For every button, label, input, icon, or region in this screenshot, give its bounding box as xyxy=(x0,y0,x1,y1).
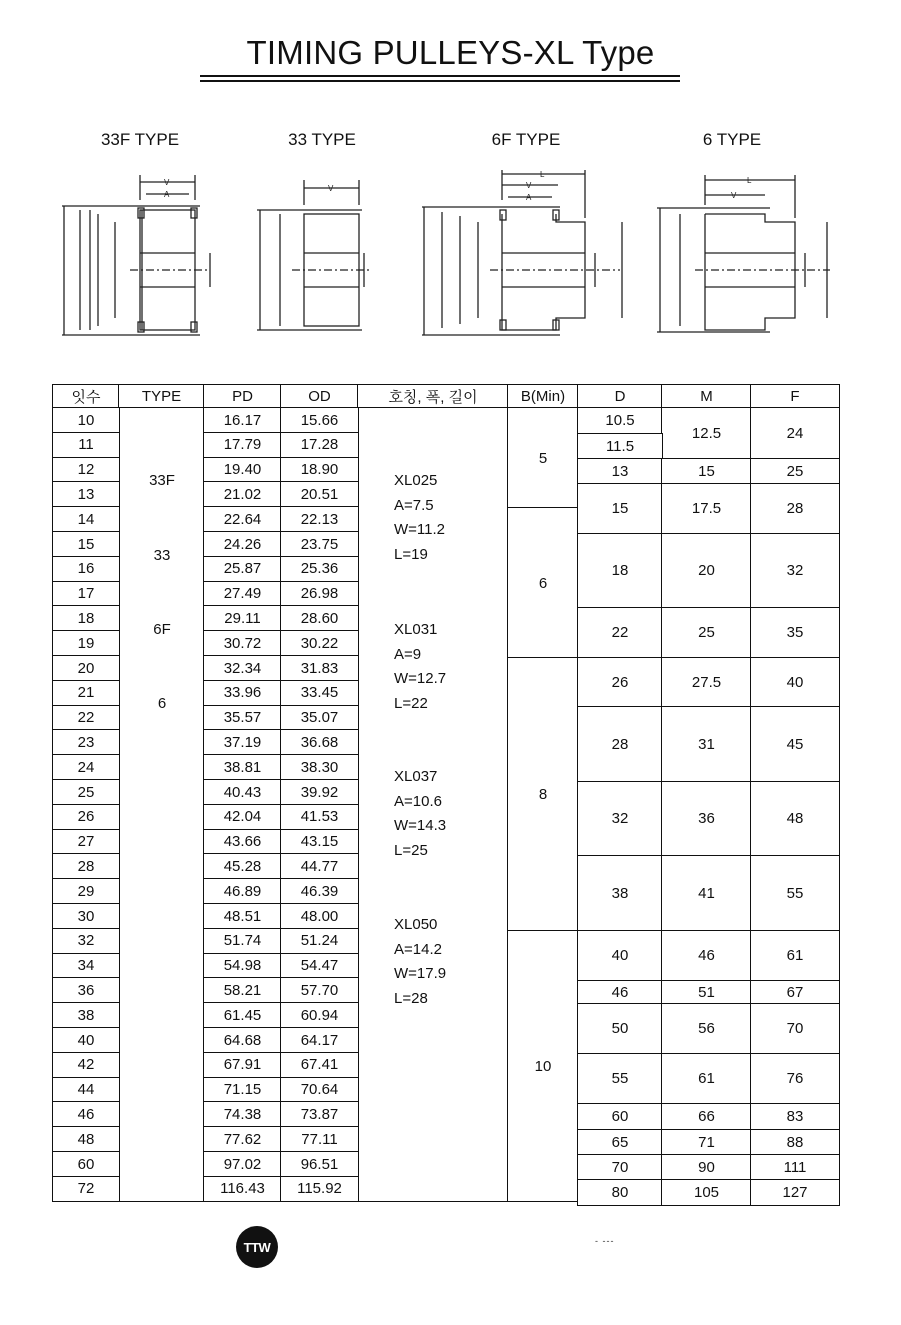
spec-l: L=19 xyxy=(394,545,428,563)
diagram-label-33f: 33F TYPE xyxy=(100,130,180,149)
table-cell-m: 61 xyxy=(661,1053,752,1105)
diagram-6f xyxy=(420,170,640,345)
table-cell-od: 41.53 xyxy=(280,804,359,830)
table-cell-od: 115.92 xyxy=(280,1176,359,1202)
table-cell-teeth: 40 xyxy=(52,1027,120,1053)
spec-l: L=28 xyxy=(394,989,428,1007)
table-cell-f: 28 xyxy=(750,483,840,535)
table-cell-teeth: 32 xyxy=(52,928,120,954)
table-cell-m: 25 xyxy=(661,607,752,659)
dim-v: V xyxy=(731,191,737,200)
table-cell-teeth: 48 xyxy=(52,1126,120,1152)
spec-a: A=14.2 xyxy=(394,940,442,958)
footer-mark: - --- xyxy=(595,1236,615,1246)
dim-a: A xyxy=(526,193,532,202)
table-cell-od: 20.51 xyxy=(280,481,359,507)
table-cell-teeth: 17 xyxy=(52,581,120,607)
table-cell-m: 105 xyxy=(661,1179,752,1206)
table-cell-od: 17.28 xyxy=(280,432,359,458)
type-label: 33 xyxy=(153,547,171,564)
table-cell-teeth: 60 xyxy=(52,1151,120,1177)
diagram-label-6: 6 TYPE xyxy=(702,130,762,149)
table-cell-teeth: 34 xyxy=(52,953,120,979)
table-cell-pd: 48.51 xyxy=(203,903,282,929)
table-cell-od: 38.30 xyxy=(280,754,359,780)
table-cell-m: 36 xyxy=(661,781,752,857)
diagram-6 xyxy=(655,170,845,345)
table-cell-f: 32 xyxy=(750,533,840,609)
table-cell-teeth: 21 xyxy=(52,680,120,706)
table-cell-teeth: 44 xyxy=(52,1077,120,1103)
table-cell-od: 23.75 xyxy=(280,531,359,557)
table-cell-pd: 30.72 xyxy=(203,630,282,656)
table-cell-f: 24 xyxy=(750,407,840,460)
table-cell-f: 70 xyxy=(750,1003,840,1055)
table-cell-teeth: 23 xyxy=(52,729,120,755)
header-pd: PD xyxy=(203,384,282,409)
diagram-label-6f: 6F TYPE xyxy=(491,130,561,149)
table-cell-pd: 43.66 xyxy=(203,829,282,855)
table-cell-od: 46.39 xyxy=(280,878,359,904)
bmin-cell: 10 xyxy=(507,930,579,1202)
table-cell-od: 70.64 xyxy=(280,1077,359,1103)
table-cell-teeth: 11 xyxy=(52,432,120,458)
ttw-logo: TTW xyxy=(236,1226,278,1268)
table-cell-pd: 40.43 xyxy=(203,779,282,805)
table-cell-pd: 51.74 xyxy=(203,928,282,954)
bmin-cell: 5 xyxy=(507,407,579,509)
table-cell-pd: 24.26 xyxy=(203,531,282,557)
table-cell-d: 40 xyxy=(577,930,663,982)
table-cell-teeth: 30 xyxy=(52,903,120,929)
table-cell-m: 71 xyxy=(661,1129,752,1156)
title-underline xyxy=(200,75,680,77)
table-cell-pd: 42.04 xyxy=(203,804,282,830)
table-cell-teeth: 72 xyxy=(52,1176,120,1202)
table-cell-od: 73.87 xyxy=(280,1101,359,1127)
table-cell-m: 12.5 xyxy=(661,407,752,460)
header-m: M xyxy=(661,384,752,409)
table-cell-pd: 116.43 xyxy=(203,1176,282,1202)
header-type: TYPE xyxy=(118,384,205,409)
spec-a: A=7.5 xyxy=(394,496,434,514)
spec-name: XL037 xyxy=(394,768,438,785)
table-cell-f: 76 xyxy=(750,1053,840,1105)
table-cell-od: 22.13 xyxy=(280,506,359,532)
spec-name: XL025 xyxy=(394,472,438,489)
table-cell-m: 31 xyxy=(661,706,752,783)
table-cell-pd: 22.64 xyxy=(203,506,282,532)
bmin-cell: 6 xyxy=(507,507,579,659)
table-cell-pd: 38.81 xyxy=(203,754,282,780)
table-cell-d: 50 xyxy=(577,1003,663,1055)
table-cell-pd: 46.89 xyxy=(203,878,282,904)
table-cell-d: 15 xyxy=(577,483,663,535)
spec-w: W=17.9 xyxy=(394,965,447,982)
table-cell-f: 83 xyxy=(750,1103,840,1131)
table-cell-f: 55 xyxy=(750,855,840,932)
table-cell-pd: 35.57 xyxy=(203,705,282,731)
table-cell-od: 96.51 xyxy=(280,1151,359,1177)
table-cell-d: 13 xyxy=(577,458,663,485)
spec-group-xl050 xyxy=(394,913,446,1011)
table-cell-pd: 64.68 xyxy=(203,1027,282,1053)
table-cell-pd: 21.02 xyxy=(203,481,282,507)
table-cell-f: 48 xyxy=(750,781,840,857)
table-cell-m: 46 xyxy=(661,930,752,982)
table-cell-pd: 33.96 xyxy=(203,680,282,706)
table-cell-od: 54.47 xyxy=(280,953,359,979)
table-cell-f: 45 xyxy=(750,706,840,783)
dim-v: V xyxy=(328,184,334,193)
table-cell-pd: 77.62 xyxy=(203,1126,282,1152)
dim-v: V xyxy=(164,178,170,187)
spec-name: XL050 xyxy=(394,916,438,933)
table-cell-f: 40 xyxy=(750,657,840,708)
table-cell-m: 15 xyxy=(661,458,752,485)
dim-l: L xyxy=(747,176,752,185)
diagram-33 xyxy=(252,170,382,345)
table-cell-od: 44.77 xyxy=(280,853,359,879)
spec-group-xl037 xyxy=(394,765,446,863)
table-cell-pd: 97.02 xyxy=(203,1151,282,1177)
spec-w: W=11.2 xyxy=(394,521,445,538)
table-cell-pd: 67.91 xyxy=(203,1052,282,1078)
diagram-label-33: 33 TYPE xyxy=(288,130,356,149)
table-cell-d: 10.5 xyxy=(577,407,663,435)
spec-name: XL031 xyxy=(394,621,438,638)
table-cell-od: 25.36 xyxy=(280,556,359,582)
table-cell-pd: 19.40 xyxy=(203,457,282,483)
table-cell-pd: 45.28 xyxy=(203,853,282,879)
spec-l: L=25 xyxy=(394,841,428,859)
table-cell-od: 43.15 xyxy=(280,829,359,855)
table-cell-pd: 37.19 xyxy=(203,729,282,755)
table-cell-teeth: 28 xyxy=(52,853,120,879)
table-cell-d: 80 xyxy=(577,1179,663,1206)
table-cell-teeth: 10 xyxy=(52,407,120,433)
header-d: D xyxy=(577,384,663,409)
spec-w: W=14.3 xyxy=(394,817,447,834)
table-cell-f: 127 xyxy=(750,1179,840,1206)
table-cell-od: 60.94 xyxy=(280,1002,359,1028)
table-cell-pd: 54.98 xyxy=(203,953,282,979)
table-cell-d: 65 xyxy=(577,1129,663,1156)
table-cell-m: 90 xyxy=(661,1154,752,1181)
table-cell-f: 111 xyxy=(750,1154,840,1181)
table-cell-pd: 58.21 xyxy=(203,977,282,1003)
table-cell-teeth: 27 xyxy=(52,829,120,855)
header-bmin: B(Min) xyxy=(507,384,579,409)
table-cell-teeth: 29 xyxy=(52,878,120,904)
table-cell-m: 66 xyxy=(661,1103,752,1131)
table-cell-teeth: 16 xyxy=(52,556,120,582)
table-cell-d: 60 xyxy=(577,1103,663,1131)
table-cell-m: 17.5 xyxy=(661,483,752,535)
table-cell-teeth: 36 xyxy=(52,977,120,1003)
table-cell-pd: 32.34 xyxy=(203,655,282,681)
header-od: OD xyxy=(280,384,359,409)
table-cell-pd: 25.87 xyxy=(203,556,282,582)
spec-group-xl031 xyxy=(394,618,446,716)
spec-a: A=10.6 xyxy=(394,792,442,810)
table-cell-d: 18 xyxy=(577,533,663,609)
table-cell-od: 39.92 xyxy=(280,779,359,805)
table-cell-teeth: 18 xyxy=(52,605,120,631)
table-cell-d: 38 xyxy=(577,855,663,932)
table-cell-pd: 74.38 xyxy=(203,1101,282,1127)
type-column xyxy=(118,407,205,1202)
table-cell-d: 70 xyxy=(577,1154,663,1181)
table-cell-d: 55 xyxy=(577,1053,663,1105)
table-cell-f: 35 xyxy=(750,607,840,659)
table-cell-teeth: 38 xyxy=(52,1002,120,1028)
table-cell-pd: 61.45 xyxy=(203,1002,282,1028)
table-cell-d: 22 xyxy=(577,607,663,659)
table-cell-od: 30.22 xyxy=(280,630,359,656)
diagram-33f xyxy=(60,170,230,345)
table-cell-od: 51.24 xyxy=(280,928,359,954)
spec-group-xl025 xyxy=(394,469,445,567)
table-cell-teeth: 24 xyxy=(52,754,120,780)
table-cell-teeth: 20 xyxy=(52,655,120,681)
table-cell-teeth: 26 xyxy=(52,804,120,830)
table-cell-d: 28 xyxy=(577,706,663,783)
table-cell-teeth: 25 xyxy=(52,779,120,805)
type-label: 33F xyxy=(149,472,175,489)
table-cell-od: 28.60 xyxy=(280,605,359,631)
table-cell-pd: 29.11 xyxy=(203,605,282,631)
table-cell-od: 36.68 xyxy=(280,729,359,755)
table-cell-f: 25 xyxy=(750,458,840,485)
table-cell-f: 67 xyxy=(750,980,840,1005)
type-label: 6 xyxy=(157,695,167,712)
bmin-cell: 8 xyxy=(507,657,579,932)
table-cell-od: 48.00 xyxy=(280,903,359,929)
title-underline-2 xyxy=(200,80,680,82)
table-cell-pd: 16.17 xyxy=(203,407,282,433)
table-cell-d: 11.5 xyxy=(577,433,663,460)
spec-l: L=22 xyxy=(394,694,428,712)
header-spec: 호칭, 폭, 길이 xyxy=(357,384,509,409)
spec-a: A=9 xyxy=(394,645,422,663)
table-cell-pd: 27.49 xyxy=(203,581,282,607)
table-cell-od: 77.11 xyxy=(280,1126,359,1152)
dim-v: V xyxy=(526,181,532,190)
table-cell-d: 26 xyxy=(577,657,663,708)
table-cell-f: 88 xyxy=(750,1129,840,1156)
table-cell-teeth: 46 xyxy=(52,1101,120,1127)
table-cell-od: 35.07 xyxy=(280,705,359,731)
spec-w: W=12.7 xyxy=(394,670,447,687)
table-cell-teeth: 42 xyxy=(52,1052,120,1078)
table-cell-od: 18.90 xyxy=(280,457,359,483)
table-cell-m: 27.5 xyxy=(661,657,752,708)
table-cell-od: 64.17 xyxy=(280,1027,359,1053)
table-cell-od: 33.45 xyxy=(280,680,359,706)
table-cell-f: 61 xyxy=(750,930,840,982)
dim-a: A xyxy=(164,190,170,199)
table-cell-d: 46 xyxy=(577,980,663,1005)
dim-l: L xyxy=(540,170,545,179)
type-label: 6F xyxy=(153,621,171,638)
table-cell-od: 15.66 xyxy=(280,407,359,433)
table-cell-pd: 17.79 xyxy=(203,432,282,458)
table-cell-teeth: 19 xyxy=(52,630,120,656)
table-cell-m: 56 xyxy=(661,1003,752,1055)
table-cell-od: 67.41 xyxy=(280,1052,359,1078)
table-cell-d: 32 xyxy=(577,781,663,857)
table-cell-m: 51 xyxy=(661,980,752,1005)
table-cell-teeth: 22 xyxy=(52,705,120,731)
table-cell-pd: 71.15 xyxy=(203,1077,282,1103)
header-f: F xyxy=(750,384,840,409)
page-title: TIMING PULLEYS-XL Type xyxy=(246,34,655,71)
header-teeth: 잇수 xyxy=(52,384,120,409)
table-cell-teeth: 14 xyxy=(52,506,120,532)
table-cell-teeth: 13 xyxy=(52,481,120,507)
table-cell-od: 26.98 xyxy=(280,581,359,607)
table-cell-od: 57.70 xyxy=(280,977,359,1003)
table-cell-teeth: 12 xyxy=(52,457,120,483)
table-cell-m: 41 xyxy=(661,855,752,932)
table-cell-od: 31.83 xyxy=(280,655,359,681)
table-cell-teeth: 15 xyxy=(52,531,120,557)
table-cell-m: 20 xyxy=(661,533,752,609)
